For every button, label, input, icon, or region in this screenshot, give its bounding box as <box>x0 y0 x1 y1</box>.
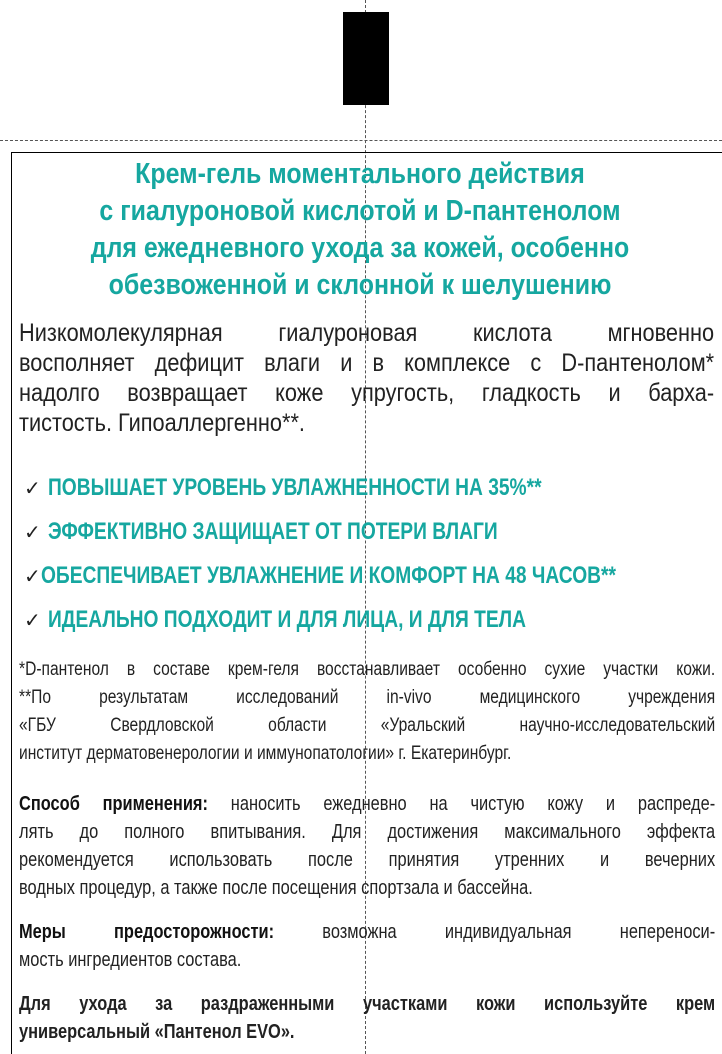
intro-line: Низкомолекулярная гиалуроновая кислота мгновенно <box>19 319 715 347</box>
benefit-text: ЭФФЕКТИВНО ЗАЩИЩАЕТ ОТ ПОТЕРИ ВЛАГИ <box>48 518 498 545</box>
intro-paragraph <box>19 318 714 438</box>
crop-line-horizontal <box>0 140 722 141</box>
usage-line: лять до полного впитывания. Для достижения максимального эффекта <box>19 821 716 843</box>
footnote-line: «ГБУ Свердловской области «Уральский научно-исследовательский <box>19 715 716 736</box>
intro-line: тистость. Гипоаллергенно**. <box>19 409 305 437</box>
benefit-item <box>24 554 714 598</box>
recommendation-line: универсальный «Пантенол EVO». <box>19 1021 295 1043</box>
usage-heading: Способ применения: <box>19 793 208 815</box>
title-line: обезвоженной и склонной к шелушению <box>108 269 612 301</box>
benefit-text: ПОВЫШАЕТ УРОВЕНЬ УВЛАЖНЕННОСТИ НА 35%** <box>48 474 542 501</box>
recommendation-section <box>19 990 715 1046</box>
benefit-text: ИДЕАЛЬНО ПОДХОДИТ И ДЛЯ ЛИЦА, И ДЛЯ ТЕЛА <box>48 606 527 633</box>
check-icon: ✓ <box>24 477 41 500</box>
check-icon: ✓ <box>24 565 41 588</box>
recommendation-line: Для ухода за раздраженными участками кожи используйте крем <box>19 993 716 1015</box>
intro-line: восполняет дефицит влаги и в комплексе с D-пантенолом* <box>19 349 715 377</box>
footnote-line: институт дерматовенерологии и иммунопатологии» г. Екатеринбург. <box>19 743 512 764</box>
benefit-item <box>24 510 714 554</box>
usage-text: наносить ежедневно на чистую кожу и распреде- <box>230 793 716 815</box>
usage-line <box>19 790 715 818</box>
warnings-line: мость ингредиентов состава. <box>19 949 242 971</box>
title-line: с гиалуроновой кислотой и D-пантенолом <box>99 195 621 227</box>
intro-line: надолго возвращает коже упругость, гладкость и барха- <box>19 379 715 407</box>
check-icon: ✓ <box>24 521 41 544</box>
usage-section <box>19 790 715 902</box>
footnote-line: **По результатам исследований in-vivo медицинского учреждения <box>19 687 716 708</box>
title-line: Крем-гель моментального действия <box>135 158 585 190</box>
footnote-line: *D-пантенол в составе крем-геля восстанавливает особенно сухие участки кожи. <box>19 659 716 680</box>
usage-line: водных процедур, а также после посещения спортзала и бассейна. <box>19 877 533 899</box>
benefits-list <box>24 466 714 642</box>
product-title <box>68 156 653 304</box>
usage-line: рекомендуется использовать после принятия утренних и вечерних <box>19 849 716 871</box>
benefit-item <box>24 466 714 510</box>
benefit-item <box>24 598 714 642</box>
footnotes <box>19 656 715 768</box>
warnings-line <box>19 918 715 946</box>
check-icon: ✓ <box>24 609 41 632</box>
warnings-section <box>19 918 715 974</box>
registration-mark <box>343 12 389 105</box>
warnings-heading: Меры предосторожности: <box>19 921 275 943</box>
title-line: для ежедневного ухода за кожей, особенно <box>90 232 630 264</box>
benefit-text: ОБЕСПЕЧИВАЕТ УВЛАЖНЕНИЕ И КОМФОРТ НА 48 ЧАСОВ** <box>40 562 616 589</box>
warnings-text: возможна индивидуальная непереноси- <box>322 921 716 943</box>
